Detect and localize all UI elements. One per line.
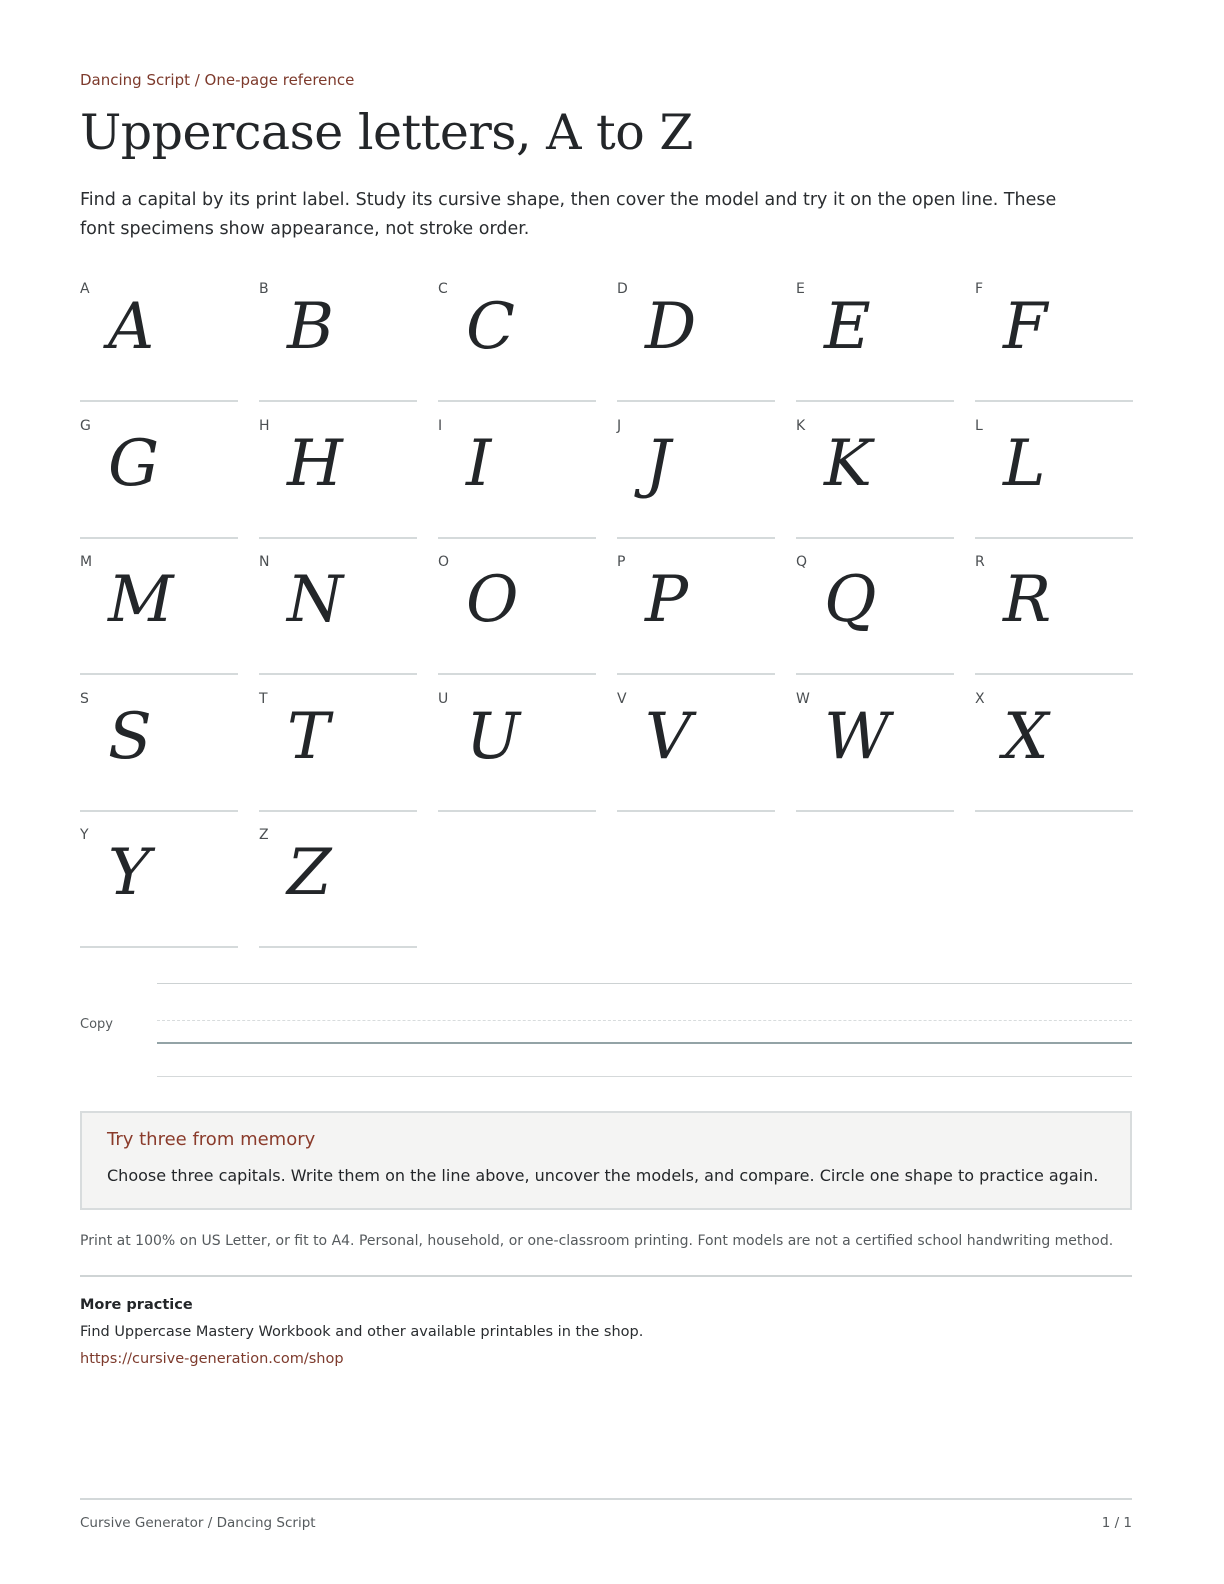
- letter-label: N: [259, 554, 270, 570]
- letter-label: W: [796, 691, 810, 707]
- cursive-letter-model: I: [466, 427, 492, 501]
- letter-label: B: [259, 281, 269, 297]
- letter-label: V: [617, 691, 627, 707]
- letter-cell: [438, 553, 596, 675]
- cursive-letter-model: H: [287, 427, 343, 501]
- letter-label: Y: [80, 827, 89, 843]
- letter-cell: [796, 690, 954, 812]
- memory-callout: [80, 1111, 1132, 1210]
- more-practice-text: Find Uppercase Mastery Workbook and other available printables in the shop.: [80, 1324, 644, 1340]
- letter-cell: [259, 553, 417, 675]
- copy-practice-lines: [157, 983, 1132, 1079]
- more-practice-heading: More practice: [80, 1297, 193, 1313]
- letter-cell: [796, 417, 954, 539]
- cursive-letter-model: U: [466, 700, 520, 774]
- letter-cell: [438, 417, 596, 539]
- cursive-letter-model: O: [466, 563, 519, 637]
- letter-label: I: [438, 418, 443, 434]
- baseline: [157, 1042, 1132, 1044]
- cursive-letter-model: F: [1003, 290, 1048, 364]
- letter-label: H: [259, 418, 270, 434]
- letter-cell: [796, 280, 954, 402]
- cursive-letter-model: Q: [824, 563, 877, 637]
- letter-cell: [259, 690, 417, 812]
- letter-cell: [259, 826, 417, 948]
- print-note: Print at 100% on US Letter, or fit to A4. Personal, household, or one-classroom printing. Font models are not a certified school handwriting method.: [80, 1233, 1114, 1249]
- letter-cell: [438, 690, 596, 812]
- letter-cell: [80, 553, 238, 675]
- cursive-letter-model: Y: [108, 836, 151, 910]
- letter-label: M: [80, 554, 93, 570]
- letter-label: S: [80, 691, 89, 707]
- letter-cell: [975, 690, 1133, 812]
- letter-label: C: [438, 281, 448, 297]
- cursive-letter-model: W: [824, 700, 890, 774]
- breadcrumb: Dancing Script / One-page reference: [80, 71, 355, 89]
- letter-label: J: [617, 418, 622, 434]
- letter-label: L: [975, 418, 983, 434]
- letter-label: P: [617, 554, 626, 570]
- cursive-letter-model: P: [645, 563, 689, 637]
- cursive-letter-model: S: [108, 700, 152, 774]
- letter-cell: [975, 280, 1133, 402]
- letter-label: U: [438, 691, 449, 707]
- intro-text: Find a capital by its print label. Study its cursive shape, then cover the model and try it on the open line. These font specimens show appearance, not stroke order.: [80, 190, 1057, 239]
- letter-cell: [80, 690, 238, 812]
- divider: [80, 1275, 1132, 1277]
- cursive-letter-model: M: [108, 563, 174, 637]
- letter-grid: [80, 280, 1132, 946]
- cursive-letter-model: T: [287, 700, 330, 774]
- footer-source: Cursive Generator / Dancing Script: [80, 1515, 316, 1531]
- cursive-letter-model: G: [108, 427, 160, 501]
- letter-label: A: [80, 281, 90, 297]
- letter-label: O: [438, 554, 450, 570]
- letter-label: R: [975, 554, 985, 570]
- cursive-letter-model: N: [287, 563, 343, 637]
- page-number: 1 / 1: [1101, 1515, 1132, 1531]
- letter-cell: [617, 280, 775, 402]
- cursive-letter-model: D: [645, 290, 697, 364]
- cursive-letter-model: J: [645, 427, 671, 501]
- midline-dashed: [157, 1020, 1132, 1021]
- cursive-letter-model: X: [1003, 700, 1049, 774]
- letter-cell: [617, 417, 775, 539]
- letter-label: K: [796, 418, 806, 434]
- letter-label: Z: [259, 827, 269, 843]
- letter-label: E: [796, 281, 805, 297]
- callout-title: Try three from memory: [107, 1129, 316, 1150]
- copy-label: Copy: [80, 1017, 113, 1032]
- cursive-letter-model: E: [824, 290, 871, 364]
- descender-line: [157, 1076, 1132, 1077]
- letter-cell: [259, 417, 417, 539]
- cursive-letter-model: R: [1003, 563, 1052, 637]
- cursive-letter-model: Z: [287, 836, 332, 910]
- callout-text: Choose three capitals. Write them on the line above, uncover the models, and compare. Circle one shape to practice again.: [107, 1166, 1099, 1185]
- letter-cell: [796, 553, 954, 675]
- ascender-line: [157, 983, 1132, 984]
- letter-cell: [80, 826, 238, 948]
- letter-cell: [80, 280, 238, 402]
- letter-label: D: [617, 281, 628, 297]
- cursive-letter-model: C: [466, 290, 515, 364]
- letter-label: F: [975, 281, 984, 297]
- letter-label: T: [259, 691, 268, 707]
- cursive-letter-model: B: [287, 290, 335, 364]
- cursive-letter-model: V: [645, 700, 692, 774]
- letter-cell: [617, 690, 775, 812]
- footer-divider: [80, 1498, 1132, 1500]
- page-title: Uppercase letters, A to Z: [80, 104, 693, 161]
- letter-cell: [975, 417, 1133, 539]
- letter-cell: [975, 553, 1133, 675]
- letter-label: X: [975, 691, 985, 707]
- letter-label: Q: [796, 554, 808, 570]
- letter-cell: [80, 417, 238, 539]
- cursive-letter-model: K: [824, 427, 872, 501]
- letter-label: G: [80, 418, 91, 434]
- letter-cell: [438, 280, 596, 402]
- shop-link[interactable]: https://cursive-generation.com/shop: [80, 1351, 344, 1367]
- cursive-letter-model: A: [108, 290, 155, 364]
- letter-cell: [259, 280, 417, 402]
- letter-cell: [617, 553, 775, 675]
- cursive-letter-model: L: [1003, 427, 1046, 501]
